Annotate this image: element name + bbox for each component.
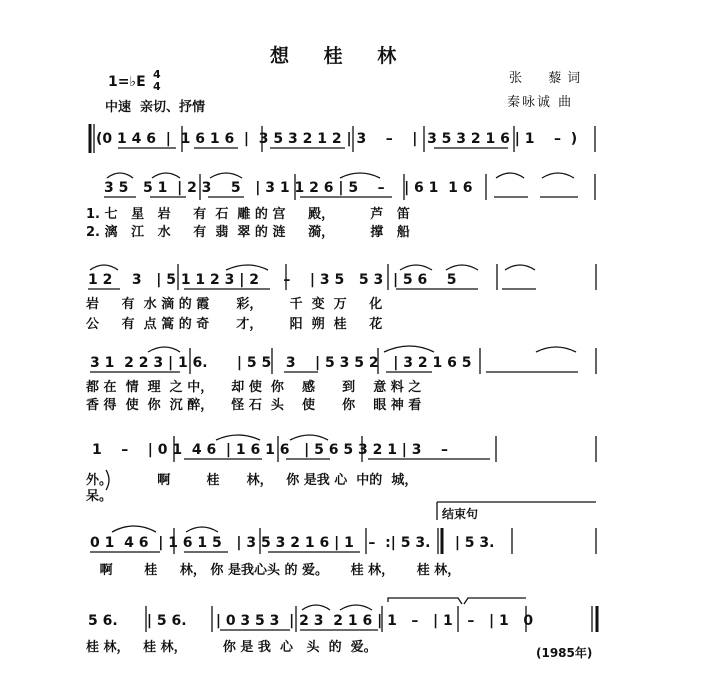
system-2-lyrics-verse-1: 1. 七 星 岩 有 石 雕 的 宫 殿， 芦 笛 [86, 207, 410, 222]
system-3-melody: 1 2 3 | 5 1 1 2 3 | 2 – | 3 5 5 3 | 5 6 5 [88, 272, 457, 288]
system-7-lyrics: 桂 林， 桂 林， 你 是 我 心 头 的 爱。 [86, 640, 377, 655]
system-6-lyrics: 啊 桂 林， 你 是我心头 的 爱。 桂 林， 桂 林， [86, 563, 461, 578]
ending-section-label: 结束句 [442, 507, 479, 521]
system-4-lyrics-verse-2: 香 得 使 你 沉 醉， 怪 石 头 使 你 眼 神 看 [86, 398, 422, 413]
system-2-lyrics-verse-2: 2. 漓 江 水 有 翡 翠 的 涟 漪， 撑 船 [86, 225, 410, 240]
system-6-melody: 0 1 4 6 | 1 6 1 5 | 3 5 3 2 1 6 | 1 – :| 5 3. | 5 3. [90, 535, 495, 551]
year-note: (1985年) [536, 646, 593, 660]
system-5-lyrics-verse-1: 外。 啊 桂 林， 你 是我 心 中的 城， [86, 473, 418, 488]
system-4-lyrics-verse-1: 都 在 情 理 之 中， 却 使 你 感 到 意 料 之 [86, 380, 422, 395]
lyricist-credit: 张 藜词 [509, 71, 587, 86]
system-5-melody: 1 – | 0 1 4 6 | 1 6 1 6 | 5 6 5 3 2 1 | 3 – [92, 442, 449, 458]
key-signature: 1=♭E [108, 74, 146, 90]
time-signature-numerator: 4 [153, 68, 161, 81]
system-2-melody: 3 5 5 1 | 2 3 5 | 3 1 1 2 6 | 5 – | 6 1 1 6 [104, 180, 473, 196]
system-5-lyrics-verse-2: 呆。 [86, 489, 113, 504]
composer-credit: 秦咏诚 曲 [507, 95, 574, 110]
system-7-melody: 5 6. | 5 6. | 0 3 5 3 | 2 3 2 1 6 | 1 – | 1 – | 1 0 [88, 613, 534, 629]
system-4-melody: 3 1 2 2 3 | 1 6. | 5 5 3 | 5 3 5 2 | 3 2 1 6 5 [90, 355, 472, 371]
song-title: 想 桂 林 [270, 45, 411, 67]
time-signature-denominator: 4 [153, 80, 161, 93]
system-3-lyrics-verse-2: 公 有 点 篙 的 奇 才， 阳 朔 桂 花 [86, 317, 383, 332]
tempo-marking: 中速 亲切、抒情 [105, 100, 206, 115]
system-1-melody: (0 1 4 6 | 1 6 1 6 | 3 5 3 2 1 2 | 3 – | 3 5 3 2 1 6 | 1 – ) [96, 131, 578, 147]
system-3-lyrics-verse-1: 岩 有 水 滴 的 霞 彩， 千 变 万 化 [86, 297, 383, 312]
